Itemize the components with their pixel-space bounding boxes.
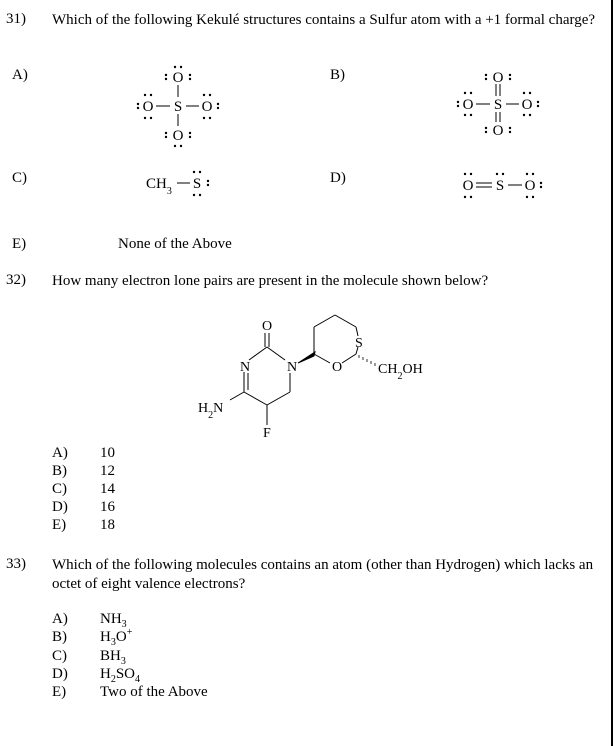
- q31-option-c-label: C): [12, 170, 27, 186]
- question-31-text: Which of the following Kekulé structures contains a Sulfur atom with a +1 formal charge?: [52, 12, 596, 28]
- structure-b-sulfate: [450, 62, 550, 142]
- q32-n-right: N: [287, 360, 298, 375]
- question-32-text: How many electron lone pairs are present in the molecule shown below?: [52, 273, 489, 289]
- struct-b-s: S: [493, 97, 503, 113]
- q31-option-e-label: E): [12, 236, 27, 252]
- q33-answer-c-value: $BH_3$: [100, 648, 126, 667]
- q32-s-ring: S: [355, 336, 363, 351]
- struct-a-o-bottom: O: [172, 128, 184, 144]
- q33-answer-e-letter: E): [52, 684, 67, 700]
- struct-b-o-bottom: O: [492, 123, 504, 139]
- struct-a-s: S: [173, 99, 183, 115]
- struct-c-s: S: [192, 176, 202, 192]
- q33-answer-e-value: Two of the Above: [100, 684, 208, 700]
- q32-answer-c-value: 14: [100, 481, 115, 497]
- q33-answer-b-value: $H_3O^+$: [100, 627, 133, 648]
- struct-a-o-right: O: [201, 99, 213, 115]
- struct-b-o-left: O: [462, 97, 474, 113]
- struct-d-s: S: [495, 178, 505, 194]
- q32-answer-e-letter: E): [52, 517, 67, 533]
- q31-option-b-label: B): [330, 67, 345, 83]
- q33-answer-a-letter: A): [52, 611, 68, 627]
- struct-d-o2: O: [524, 178, 536, 194]
- q32-f: F: [263, 426, 271, 441]
- question-33-number: 33): [6, 556, 26, 572]
- q32-answer-e-value: 18: [100, 517, 115, 533]
- structure-d-so2: [454, 166, 544, 202]
- question-31-number: 31): [6, 11, 26, 27]
- structure-q32-molecule: [190, 305, 450, 445]
- q32-o-ring: O: [332, 360, 343, 375]
- page-edge-line: [611, 0, 613, 746]
- structure-a-sulfate: [130, 62, 230, 152]
- q33-answer-c-letter: C): [52, 648, 67, 664]
- q33-answer-d-value: $H_2SO_4$: [100, 666, 141, 685]
- q32-answer-d-letter: D): [52, 499, 68, 515]
- q32-n-left: N: [240, 360, 251, 375]
- struct-a-o-left: O: [142, 99, 154, 115]
- q33-answer-a-value: $NH_3$: [100, 611, 127, 630]
- struct-c-ch3: $CH_3$: [146, 176, 172, 197]
- q33-answer-d-letter: D): [52, 666, 68, 682]
- q32-answer-a-value: 10: [100, 445, 115, 461]
- struct-b-o-right: O: [521, 97, 533, 113]
- q32-answer-d-value: 16: [100, 499, 115, 515]
- q32-o-carbonyl: O: [262, 319, 273, 334]
- question-33-text: Which of the following molecules contains an atom (other than Hydrogen) which lacks an octet of eight valence electrons?: [52, 557, 594, 592]
- struct-a-o-top: O: [172, 70, 184, 86]
- q32-answer-b-value: 12: [100, 463, 115, 479]
- q32-answer-c-letter: C): [52, 481, 67, 497]
- q33-answer-b-letter: B): [52, 629, 67, 645]
- q31-option-a-label: A): [12, 67, 28, 83]
- struct-b-o-top: O: [492, 70, 504, 86]
- q32-answer-a-letter: A): [52, 445, 68, 461]
- struct-d-o1: O: [462, 178, 474, 194]
- q31-option-d-label: D): [330, 170, 346, 186]
- q31-option-e-text: None of the Above: [118, 236, 232, 252]
- structure-c-ch3s: [142, 166, 222, 200]
- q32-answer-b-letter: B): [52, 463, 67, 479]
- question-32-number: 32): [6, 272, 26, 288]
- q32-h2n: $H_2N$: [198, 401, 224, 421]
- q32-ch2oh: $CH_2OH$: [378, 362, 423, 382]
